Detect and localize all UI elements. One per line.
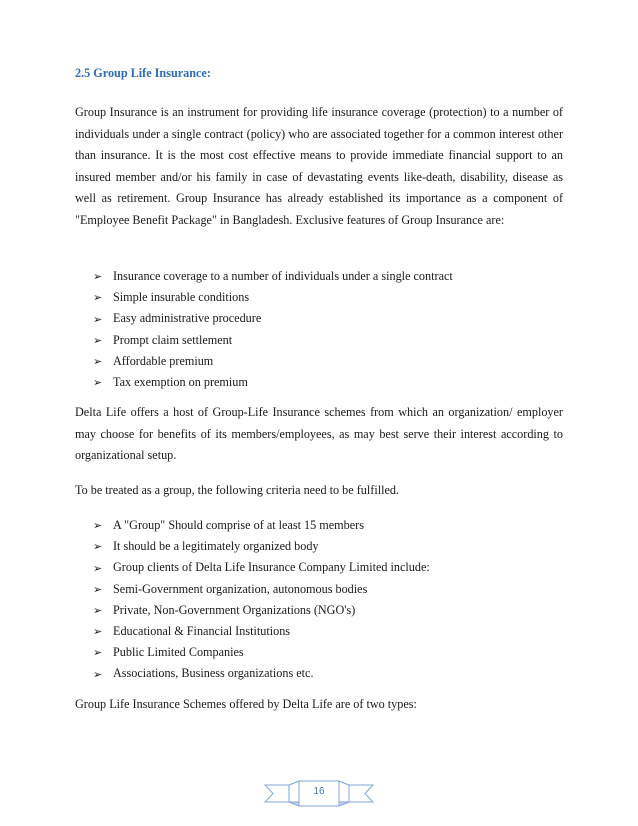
delta-life-paragraph: Delta Life offers a host of Group-Life Insurance schemes from which an organization/ employer may choose for benefits of its members/employees, as may best serve their interest according to organizational setup.	[75, 405, 563, 462]
arrow-bullet-icon: ➢	[93, 333, 103, 347]
list-item-text: Group clients of Delta Life Insurance Company Limited include:	[113, 560, 430, 575]
list-item	[93, 351, 453, 372]
list-item-text: Public Limited Companies	[113, 645, 244, 660]
list-item	[93, 536, 430, 557]
list-item-text: A "Group" Should comprise of at least 15 members	[113, 518, 364, 532]
list-item	[93, 663, 430, 684]
arrow-bullet-icon: ➢	[93, 376, 103, 390]
section-heading: 2.5 Group Life Insurance:	[75, 66, 211, 80]
list-item	[93, 557, 430, 578]
list-item	[93, 621, 430, 642]
list-item-text: Easy administrative procedure	[113, 311, 262, 326]
intro-paragraph: Group Insurance is an instrument for providing life insurance coverage (protection) to a number of individuals under a single contract (policy) who are associated together for a common interest other than insurance. It is the most cost effective means to provide immediate financial support to an insured member and/or his family in case of devastating events like-death, disability, disease as well as retirement. Group Insurance has already established its importance as a component of "Employee Benefit Package" in Bangladesh. Exclusive features of Group Insurance are:	[75, 105, 563, 227]
page-number-ribbon	[263, 780, 375, 808]
arrow-bullet-icon: ➢	[93, 667, 103, 681]
arrow-bullet-icon: ➢	[93, 354, 103, 368]
arrow-bullet-icon: ➢	[93, 603, 103, 617]
list-item	[93, 266, 453, 287]
arrow-bullet-icon: ➢	[93, 625, 103, 639]
schemes-paragraph: Group Life Insurance Schemes offered by Delta Life are of two types:	[75, 697, 417, 711]
page-number: 16	[313, 786, 325, 797]
list-item	[93, 287, 453, 308]
list-item	[93, 330, 453, 351]
list-item-text: Private, Non-Government Organizations (NGO's)	[113, 602, 356, 617]
list-item	[93, 308, 453, 329]
list-item	[93, 600, 430, 621]
list-item-text: Affordable premium	[113, 353, 214, 368]
arrow-bullet-icon: ➢	[93, 561, 103, 575]
arrow-bullet-icon: ➢	[93, 646, 103, 660]
criteria-list	[93, 515, 430, 685]
list-item-text: Insurance coverage to a number of individuals under a single contract	[113, 269, 453, 283]
list-item-text: Semi-Government organization, autonomous bodies	[113, 581, 368, 596]
list-item-text: Associations, Business organizations etc.	[113, 666, 314, 681]
arrow-bullet-icon: ➢	[93, 540, 103, 554]
list-item-text: Educational & Financial Institutions	[113, 624, 291, 639]
list-item	[93, 372, 453, 393]
criteria-intro-paragraph: To be treated as a group, the following criteria need to be fulfilled.	[75, 483, 400, 497]
list-item-text: Prompt claim settlement	[113, 332, 233, 347]
arrow-bullet-icon: ➢	[93, 519, 103, 533]
list-item-text: Tax exemption on premium	[113, 375, 248, 390]
features-list	[93, 266, 453, 393]
list-item-text: Simple insurable conditions	[113, 290, 250, 305]
arrow-bullet-icon: ➢	[93, 312, 103, 326]
list-item	[93, 579, 430, 600]
arrow-bullet-icon: ➢	[93, 582, 103, 596]
list-item	[93, 642, 430, 663]
list-item-text: It should be a legitimately organized body	[113, 539, 319, 554]
arrow-bullet-icon: ➢	[93, 270, 103, 284]
list-item	[93, 515, 430, 536]
arrow-bullet-icon: ➢	[93, 291, 103, 305]
